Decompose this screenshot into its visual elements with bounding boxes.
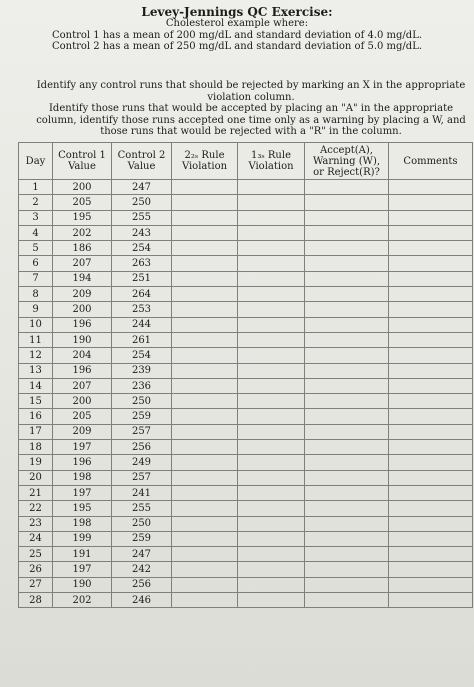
control1-value-cell: 200 xyxy=(53,180,112,195)
day-cell: 1 xyxy=(19,180,53,195)
table-row xyxy=(19,256,473,271)
control1-value-cell: 198 xyxy=(53,516,112,531)
day-cell: 22 xyxy=(19,501,53,516)
day-cell: 21 xyxy=(19,485,53,500)
day-cell: 25 xyxy=(19,547,53,562)
22s-violation-cell[interactable] xyxy=(172,271,238,286)
day-cell: 3 xyxy=(19,210,53,225)
22s-violation-cell[interactable] xyxy=(172,531,238,546)
comments-cell[interactable] xyxy=(389,256,473,271)
table-row xyxy=(19,501,473,516)
13s-violation-cell[interactable] xyxy=(238,332,305,347)
13s-violation-cell[interactable] xyxy=(238,363,305,378)
control2-value-cell: 255 xyxy=(112,210,172,225)
control1-value-cell: 190 xyxy=(53,332,112,347)
comments-cell[interactable] xyxy=(389,180,473,195)
22s-violation-cell[interactable] xyxy=(172,195,238,210)
accept-warn-reject-cell[interactable] xyxy=(305,210,389,225)
day-cell: 6 xyxy=(19,256,53,271)
13s-violation-cell[interactable] xyxy=(238,470,305,485)
comments-cell[interactable] xyxy=(389,378,473,393)
control2-value-cell: 247 xyxy=(112,547,172,562)
table-row xyxy=(19,241,473,256)
control2-value-cell: 259 xyxy=(112,531,172,546)
control2-value-cell: 253 xyxy=(112,302,172,317)
control2-value-cell: 249 xyxy=(112,455,172,470)
22s-violation-cell[interactable] xyxy=(172,225,238,240)
22s-violation-cell[interactable] xyxy=(172,485,238,500)
control2-value-cell: 256 xyxy=(112,440,172,455)
control1-value-cell: 186 xyxy=(53,241,112,256)
22s-violation-cell[interactable] xyxy=(172,394,238,409)
table-row xyxy=(19,363,473,378)
accept-warn-reject-cell[interactable] xyxy=(305,180,389,195)
control2-value-cell: 255 xyxy=(112,501,172,516)
table-row xyxy=(19,332,473,347)
control1-value-cell: 209 xyxy=(53,287,112,302)
control1-value-cell: 202 xyxy=(53,593,112,608)
accept-warn-reject-cell[interactable] xyxy=(305,394,389,409)
comments-cell[interactable] xyxy=(389,470,473,485)
22s-violation-cell[interactable] xyxy=(172,332,238,347)
control2-value-cell: 241 xyxy=(112,485,172,500)
control2-value-cell: 251 xyxy=(112,271,172,286)
control1-value-cell: 196 xyxy=(53,455,112,470)
accept-warn-reject-cell[interactable] xyxy=(305,547,389,562)
accept-warn-reject-cell[interactable] xyxy=(305,409,389,424)
13s-violation-cell[interactable] xyxy=(238,317,305,332)
table-row xyxy=(19,394,473,409)
table-row xyxy=(19,470,473,485)
13s-violation-cell[interactable] xyxy=(238,485,305,500)
comments-cell[interactable] xyxy=(389,516,473,531)
22s-violation-cell[interactable] xyxy=(172,440,238,455)
control2-value-cell: 263 xyxy=(112,256,172,271)
13s-violation-cell[interactable] xyxy=(238,577,305,592)
13s-violation-cell[interactable] xyxy=(238,180,305,195)
control1-value-cell: 199 xyxy=(53,531,112,546)
accept-warn-reject-cell[interactable] xyxy=(305,348,389,363)
comments-cell[interactable] xyxy=(389,332,473,347)
comments-cell[interactable] xyxy=(389,195,473,210)
control2-value-cell: 259 xyxy=(112,409,172,424)
table-row xyxy=(19,440,473,455)
control1-value-cell: 204 xyxy=(53,348,112,363)
header-comments: Comments xyxy=(389,143,473,180)
22s-violation-cell[interactable] xyxy=(172,409,238,424)
control1-value-cell: 198 xyxy=(53,470,112,485)
day-cell: 12 xyxy=(19,348,53,363)
header-13s-rule: 1₃ₛ Rule Violation xyxy=(238,143,305,180)
control1-value-cell: 207 xyxy=(53,256,112,271)
13s-violation-cell[interactable] xyxy=(238,210,305,225)
accept-warn-reject-cell[interactable] xyxy=(305,577,389,592)
table-row xyxy=(19,271,473,286)
13s-violation-cell[interactable] xyxy=(238,302,305,317)
comments-cell[interactable] xyxy=(389,225,473,240)
control2-value-cell: 254 xyxy=(112,348,172,363)
table-row xyxy=(19,577,473,592)
day-cell: 24 xyxy=(19,531,53,546)
comments-cell[interactable] xyxy=(389,302,473,317)
accept-warn-reject-cell[interactable] xyxy=(305,593,389,608)
day-cell: 19 xyxy=(19,455,53,470)
22s-violation-cell[interactable] xyxy=(172,317,238,332)
comments-cell[interactable] xyxy=(389,593,473,608)
control2-value-cell: 257 xyxy=(112,424,172,439)
comments-cell[interactable] xyxy=(389,455,473,470)
day-cell: 23 xyxy=(19,516,53,531)
header-day: Day xyxy=(19,143,53,180)
13s-violation-cell[interactable] xyxy=(238,409,305,424)
header-accept-warn-reject: Accept(A), Warning (W), or Reject(R)? xyxy=(305,143,389,180)
day-cell: 11 xyxy=(19,332,53,347)
comments-cell[interactable] xyxy=(389,531,473,546)
22s-violation-cell[interactable] xyxy=(172,593,238,608)
22s-violation-cell[interactable] xyxy=(172,348,238,363)
13s-violation-cell[interactable] xyxy=(238,593,305,608)
control1-value-cell: 209 xyxy=(53,424,112,439)
comments-cell[interactable] xyxy=(389,271,473,286)
accept-warn-reject-cell[interactable] xyxy=(305,455,389,470)
13s-violation-cell[interactable] xyxy=(238,394,305,409)
13s-violation-cell[interactable] xyxy=(238,195,305,210)
accept-warn-reject-cell[interactable] xyxy=(305,271,389,286)
accept-warn-reject-cell[interactable] xyxy=(305,485,389,500)
table-row xyxy=(19,317,473,332)
22s-violation-cell[interactable] xyxy=(172,562,238,577)
13s-violation-cell[interactable] xyxy=(238,455,305,470)
control1-value-cell: 200 xyxy=(53,302,112,317)
control1-value-cell: 190 xyxy=(53,577,112,592)
day-cell: 14 xyxy=(19,378,53,393)
control2-value-cell: 243 xyxy=(112,225,172,240)
day-cell: 5 xyxy=(19,241,53,256)
accept-warn-reject-cell[interactable] xyxy=(305,470,389,485)
22s-violation-cell[interactable] xyxy=(172,256,238,271)
22s-violation-cell[interactable] xyxy=(172,501,238,516)
table-header-row xyxy=(19,143,473,180)
control2-value-cell: 250 xyxy=(112,394,172,409)
control1-value-cell: 205 xyxy=(53,195,112,210)
header-22s-rule: 2₂ₛ Rule Violation xyxy=(172,143,238,180)
day-cell: 7 xyxy=(19,271,53,286)
table-row xyxy=(19,195,473,210)
comments-cell[interactable] xyxy=(389,348,473,363)
control2-value-cell: 244 xyxy=(112,317,172,332)
comments-cell[interactable] xyxy=(389,562,473,577)
table-row xyxy=(19,485,473,500)
control2-value-cell: 257 xyxy=(112,470,172,485)
22s-violation-cell[interactable] xyxy=(172,241,238,256)
day-cell: 27 xyxy=(19,577,53,592)
table-row xyxy=(19,225,473,240)
control2-value-cell: 236 xyxy=(112,378,172,393)
day-cell: 9 xyxy=(19,302,53,317)
comments-cell[interactable] xyxy=(389,363,473,378)
table-row xyxy=(19,562,473,577)
22s-violation-cell[interactable] xyxy=(172,577,238,592)
table-row xyxy=(19,547,473,562)
day-cell: 2 xyxy=(19,195,53,210)
control2-value-cell: 254 xyxy=(112,241,172,256)
22s-violation-cell[interactable] xyxy=(172,547,238,562)
13s-violation-cell[interactable] xyxy=(238,562,305,577)
13s-violation-cell[interactable] xyxy=(238,440,305,455)
control1-value-cell: 195 xyxy=(53,501,112,516)
table-row xyxy=(19,455,473,470)
13s-violation-cell[interactable] xyxy=(238,516,305,531)
comments-cell[interactable] xyxy=(389,577,473,592)
control2-value-cell: 246 xyxy=(112,593,172,608)
22s-violation-cell[interactable] xyxy=(172,516,238,531)
22s-violation-cell[interactable] xyxy=(172,378,238,393)
day-cell: 26 xyxy=(19,562,53,577)
22s-violation-cell[interactable] xyxy=(172,180,238,195)
table-row xyxy=(19,210,473,225)
header-intro: Cholesterol example where: xyxy=(165,18,309,29)
22s-violation-cell[interactable] xyxy=(172,210,238,225)
13s-violation-cell[interactable] xyxy=(238,287,305,302)
13s-violation-cell[interactable] xyxy=(238,424,305,439)
22s-violation-cell[interactable] xyxy=(172,363,238,378)
instruction-reject: Identify any control runs that should be rejected by marking an X in the appropriate violation column. xyxy=(36,80,466,103)
comments-cell[interactable] xyxy=(389,424,473,439)
22s-violation-cell[interactable] xyxy=(172,287,238,302)
13s-violation-cell[interactable] xyxy=(238,225,305,240)
table-row xyxy=(19,180,473,195)
accept-warn-reject-cell[interactable] xyxy=(305,332,389,347)
13s-violation-cell[interactable] xyxy=(238,378,305,393)
control1-value-cell: 200 xyxy=(53,394,112,409)
control1-value-cell: 196 xyxy=(53,363,112,378)
qc-table xyxy=(18,142,473,608)
13s-violation-cell[interactable] xyxy=(238,501,305,516)
control2-description: Control 2 has a mean of 250 mg/dL and standard deviation of 5.0 mg/dL. xyxy=(51,41,423,52)
accept-warn-reject-cell[interactable] xyxy=(305,562,389,577)
comments-cell[interactable] xyxy=(389,485,473,500)
comments-cell[interactable] xyxy=(389,287,473,302)
control1-value-cell: 197 xyxy=(53,485,112,500)
13s-violation-cell[interactable] xyxy=(238,271,305,286)
control2-value-cell: 250 xyxy=(112,195,172,210)
table-body xyxy=(19,180,473,608)
header-control2: Control 2 Value xyxy=(112,143,172,180)
accept-warn-reject-cell[interactable] xyxy=(305,256,389,271)
table-row xyxy=(19,302,473,317)
comments-cell[interactable] xyxy=(389,241,473,256)
control2-value-cell: 242 xyxy=(112,562,172,577)
control1-value-cell: 197 xyxy=(53,562,112,577)
22s-violation-cell[interactable] xyxy=(172,470,238,485)
instruction-accept-warn-reject: Identify those runs that would be accepted by placing an "A" in the appropriate column, identify those runs accepted one time only as a warning by placing a W, and those runs that would be rejected with a "R" in the column. xyxy=(36,103,466,137)
control1-value-cell: 191 xyxy=(53,547,112,562)
control1-value-cell: 196 xyxy=(53,317,112,332)
accept-warn-reject-cell[interactable] xyxy=(305,317,389,332)
accept-warn-reject-cell[interactable] xyxy=(305,241,389,256)
day-cell: 20 xyxy=(19,470,53,485)
day-cell: 18 xyxy=(19,440,53,455)
accept-warn-reject-cell[interactable] xyxy=(305,302,389,317)
day-cell: 15 xyxy=(19,394,53,409)
accept-warn-reject-cell[interactable] xyxy=(305,501,389,516)
22s-violation-cell[interactable] xyxy=(172,455,238,470)
control2-value-cell: 261 xyxy=(112,332,172,347)
comments-cell[interactable] xyxy=(389,547,473,562)
accept-warn-reject-cell[interactable] xyxy=(305,531,389,546)
comments-cell[interactable] xyxy=(389,394,473,409)
13s-violation-cell[interactable] xyxy=(238,256,305,271)
day-cell: 10 xyxy=(19,317,53,332)
accept-warn-reject-cell[interactable] xyxy=(305,225,389,240)
header-block xyxy=(0,6,474,53)
13s-violation-cell[interactable] xyxy=(238,547,305,562)
accept-warn-reject-cell[interactable] xyxy=(305,287,389,302)
control2-value-cell: 239 xyxy=(112,363,172,378)
day-cell: 8 xyxy=(19,287,53,302)
table-row xyxy=(19,409,473,424)
table-row xyxy=(19,531,473,546)
comments-cell[interactable] xyxy=(389,440,473,455)
13s-violation-cell[interactable] xyxy=(238,531,305,546)
accept-warn-reject-cell[interactable] xyxy=(305,195,389,210)
comments-cell[interactable] xyxy=(389,409,473,424)
comments-cell[interactable] xyxy=(389,501,473,516)
table-row xyxy=(19,287,473,302)
22s-violation-cell[interactable] xyxy=(172,424,238,439)
header-control1: Control 1 Value xyxy=(53,143,112,180)
control2-value-cell: 256 xyxy=(112,577,172,592)
table-row xyxy=(19,378,473,393)
control2-value-cell: 264 xyxy=(112,287,172,302)
control1-value-cell: 197 xyxy=(53,440,112,455)
accept-warn-reject-cell[interactable] xyxy=(305,363,389,378)
table-row xyxy=(19,424,473,439)
22s-violation-cell[interactable] xyxy=(172,302,238,317)
control1-description: Control 1 has a mean of 200 mg/dL and standard deviation of 4.0 mg/dL. xyxy=(51,29,423,41)
worksheet-title: Levey-Jennings QC Exercise: xyxy=(141,5,333,19)
control1-value-cell: 194 xyxy=(53,271,112,286)
control2-value-cell: 247 xyxy=(112,180,172,195)
accept-warn-reject-cell[interactable] xyxy=(305,378,389,393)
table-row xyxy=(19,348,473,363)
accept-warn-reject-cell[interactable] xyxy=(305,424,389,439)
13s-violation-cell[interactable] xyxy=(238,241,305,256)
day-cell: 13 xyxy=(19,363,53,378)
table-row xyxy=(19,516,473,531)
13s-violation-cell[interactable] xyxy=(238,348,305,363)
control1-value-cell: 207 xyxy=(53,378,112,393)
control1-value-cell: 195 xyxy=(53,210,112,225)
day-cell: 17 xyxy=(19,424,53,439)
accept-warn-reject-cell[interactable] xyxy=(305,440,389,455)
comments-cell[interactable] xyxy=(389,210,473,225)
accept-warn-reject-cell[interactable] xyxy=(305,516,389,531)
day-cell: 16 xyxy=(19,409,53,424)
control1-value-cell: 202 xyxy=(53,225,112,240)
control1-value-cell: 205 xyxy=(53,409,112,424)
comments-cell[interactable] xyxy=(389,317,473,332)
table-row xyxy=(19,593,473,608)
day-cell: 28 xyxy=(19,593,53,608)
control2-value-cell: 250 xyxy=(112,516,172,531)
day-cell: 4 xyxy=(19,225,53,240)
